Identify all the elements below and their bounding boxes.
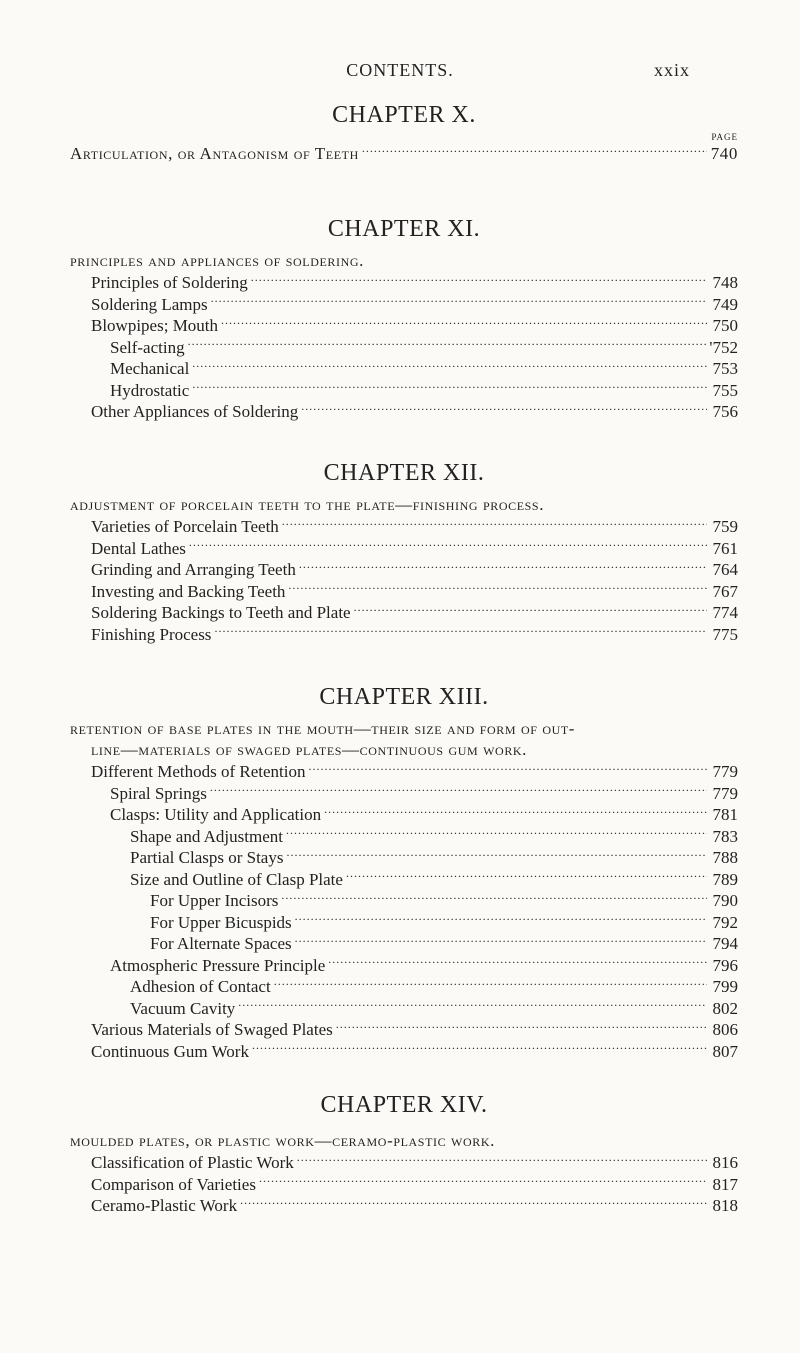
toc-entry [70,1040,738,1062]
chapter-x [70,100,738,164]
dot-leader [354,601,707,618]
entry-list [70,760,738,1061]
entry-label: Soldering Lamps [91,294,208,314]
dot-leader [295,932,707,949]
entry-label: Principles of Soldering [91,273,248,292]
toc-entry [70,975,738,997]
dot-leader [297,1151,707,1168]
dot-leader [299,558,707,575]
dot-leader [214,623,707,640]
chapter-heading: principles and appliances of soldering. [70,251,365,270]
chapter-title: CHAPTER XIV. [320,1092,488,1118]
page-number: 750 [712,316,738,335]
page-number: 807 [712,1041,738,1061]
entry-label: Mechanical [110,359,190,378]
entry-label: Spiral Springs [110,783,207,803]
page-number: 779 [712,762,738,781]
toc-entry [70,580,738,602]
dot-leader [295,911,707,928]
toc-entry [70,558,738,580]
entry-list [70,271,738,422]
entry-label: Different Methods of Retention [91,762,306,781]
dot-leader [282,515,707,532]
page-number: 748 [712,273,738,292]
chapter-heading: adjustment of porcelain teeth to the plate—finishing process. [70,495,545,514]
chapter-title: CHAPTER XIII. [319,684,489,710]
entry-label: Size and Outline of Clasp Plate [130,869,343,889]
toc-entry [70,1018,738,1040]
chapter-xiv [70,1090,738,1216]
page-number: 781 [712,805,738,824]
dot-leader [286,825,707,842]
toc-entry [70,357,738,379]
entry-label: Grinding and Arranging Teeth [91,560,296,579]
toc-entry [70,1194,738,1216]
entry-label: Soldering Backings to Teeth and Plate [91,603,351,622]
toc-entry [70,537,738,559]
page-number: 755 [712,380,738,400]
toc-entry [70,954,738,976]
dot-leader [301,400,707,417]
dot-leader [281,889,707,906]
toc-entry [70,825,738,847]
page-number: 792 [712,912,738,932]
chapter-heading: moulded plates, or plastic work—ceramo-plastic work. [70,1131,495,1150]
chapter-xii [70,458,738,644]
page-number: 779 [712,783,738,803]
dot-leader [324,803,707,820]
page-number: 788 [712,848,738,867]
toc-entry [70,846,738,868]
entry-label: Investing and Backing Teeth [91,581,286,601]
page-number: 783 [712,826,738,846]
page-number: 817 [712,1174,738,1194]
dot-leader [240,1194,707,1211]
dot-leader [259,1173,707,1190]
page-number: 816 [712,1153,738,1172]
dot-leader [210,782,707,799]
toc-entry [70,1173,738,1195]
entry-label: Atmospheric Pressure Principle [110,955,326,975]
page-number: 799 [712,977,738,996]
dot-leader [328,954,707,971]
page-number: 767 [712,581,738,601]
entry-label: Ceramo-Plastic Work [91,1196,238,1215]
chapter-title: CHAPTER XII. [323,460,485,486]
entry-label: Dental Lathes [91,538,186,558]
entry-label: Blowpipes; Mouth [91,316,219,335]
dot-leader [288,580,707,597]
entry-label: For Upper Bicuspids [150,912,292,932]
page-number: 796 [712,955,738,975]
toc-entry [70,293,738,315]
entry-label: Other Appliances of Soldering [91,402,299,421]
dot-leader [211,293,707,310]
running-title: CONTENTS. [346,60,454,80]
toc-entry [70,911,738,933]
page-number: 756 [712,402,738,421]
dot-leader [251,271,707,288]
toc-entry [70,997,738,1019]
chapter-heading: Articulation, or Antagonism of Teeth [70,144,359,163]
chapter-heading-entry [70,142,738,164]
entry-label: Finishing Process [91,624,212,644]
page-number: 749 [712,294,738,314]
entry-label: Various Materials of Swaged Plates [91,1020,333,1039]
toc-entry [70,1151,738,1173]
entry-label: For Upper Incisors [150,891,279,910]
toc-entry [70,803,738,825]
chapter-xiii [70,682,738,1061]
toc-entry [70,515,738,537]
entry-label: Self-acting [110,337,185,357]
entry-label: Partial Clasps or Stays [130,848,284,867]
entry-label: Shape and Adjustment [130,826,283,846]
page-number: 759 [712,517,738,536]
chapter-xi [70,214,738,422]
roman-page-number: xxix [653,60,690,80]
entry-label: Comparison of Varieties [91,1174,256,1194]
page-number: 806 [712,1020,738,1039]
entry-list [70,515,738,644]
toc-entry [70,782,738,804]
toc-entry [70,314,738,336]
page-number: 789 [712,869,738,889]
chapter-title: CHAPTER X. [332,102,476,128]
chapter-heading-line-2: line—materials of swaged plates—continuous gum work. [91,740,528,759]
toc-entry [70,379,738,401]
page-number: 790 [712,891,738,910]
entry-label: Vacuum Cavity [130,998,236,1018]
page-column-label: PAGE [711,132,738,142]
page-number: 818 [712,1196,738,1215]
toc-entry [70,336,738,358]
entry-label: Varieties of Porcelain Teeth [91,517,279,536]
toc-entry [70,271,738,293]
dot-leader [221,314,707,331]
page-number: 740 [710,144,738,163]
dot-leader [336,1018,707,1035]
dot-leader [274,975,707,992]
dot-leader [192,379,707,396]
toc-entry [70,601,738,623]
entry-label: Adhesion of Contact [130,977,271,996]
entry-label: Classification of Plastic Work [91,1153,294,1172]
dot-leader [192,357,707,374]
toc-entry [70,623,738,645]
toc-entry [70,400,738,422]
dot-leader [189,537,707,554]
toc-entry [70,868,738,890]
page-number: '752 [709,337,738,357]
entry-label: For Alternate Spaces [150,934,292,953]
dot-leader [238,997,707,1014]
dot-leader [346,868,707,885]
chapter-title: CHAPTER XI. [327,216,481,242]
entry-list [70,1151,738,1216]
toc-entry [70,760,738,782]
dot-leader [188,336,707,353]
chapter-heading-line-1: retention of base plates in the mouth—their size and form of out- [70,719,576,738]
dot-leader [362,142,707,159]
entry-label: Clasps: Utility and Application [110,805,322,824]
page-number: 802 [712,998,738,1018]
page-number: 775 [712,624,738,644]
page-number: 794 [712,934,738,953]
running-head [0,60,800,84]
page-number: 761 [712,538,738,558]
dot-leader [309,760,707,777]
entry-label: Continuous Gum Work [91,1041,249,1061]
page-number: 774 [712,603,738,622]
dot-leader [252,1040,707,1057]
page-number: 753 [712,359,738,378]
toc-entry [70,932,738,954]
entry-label: Hydrostatic [110,380,190,400]
dot-leader [286,846,707,863]
page-number: 764 [712,560,738,579]
toc-entry [70,889,738,911]
